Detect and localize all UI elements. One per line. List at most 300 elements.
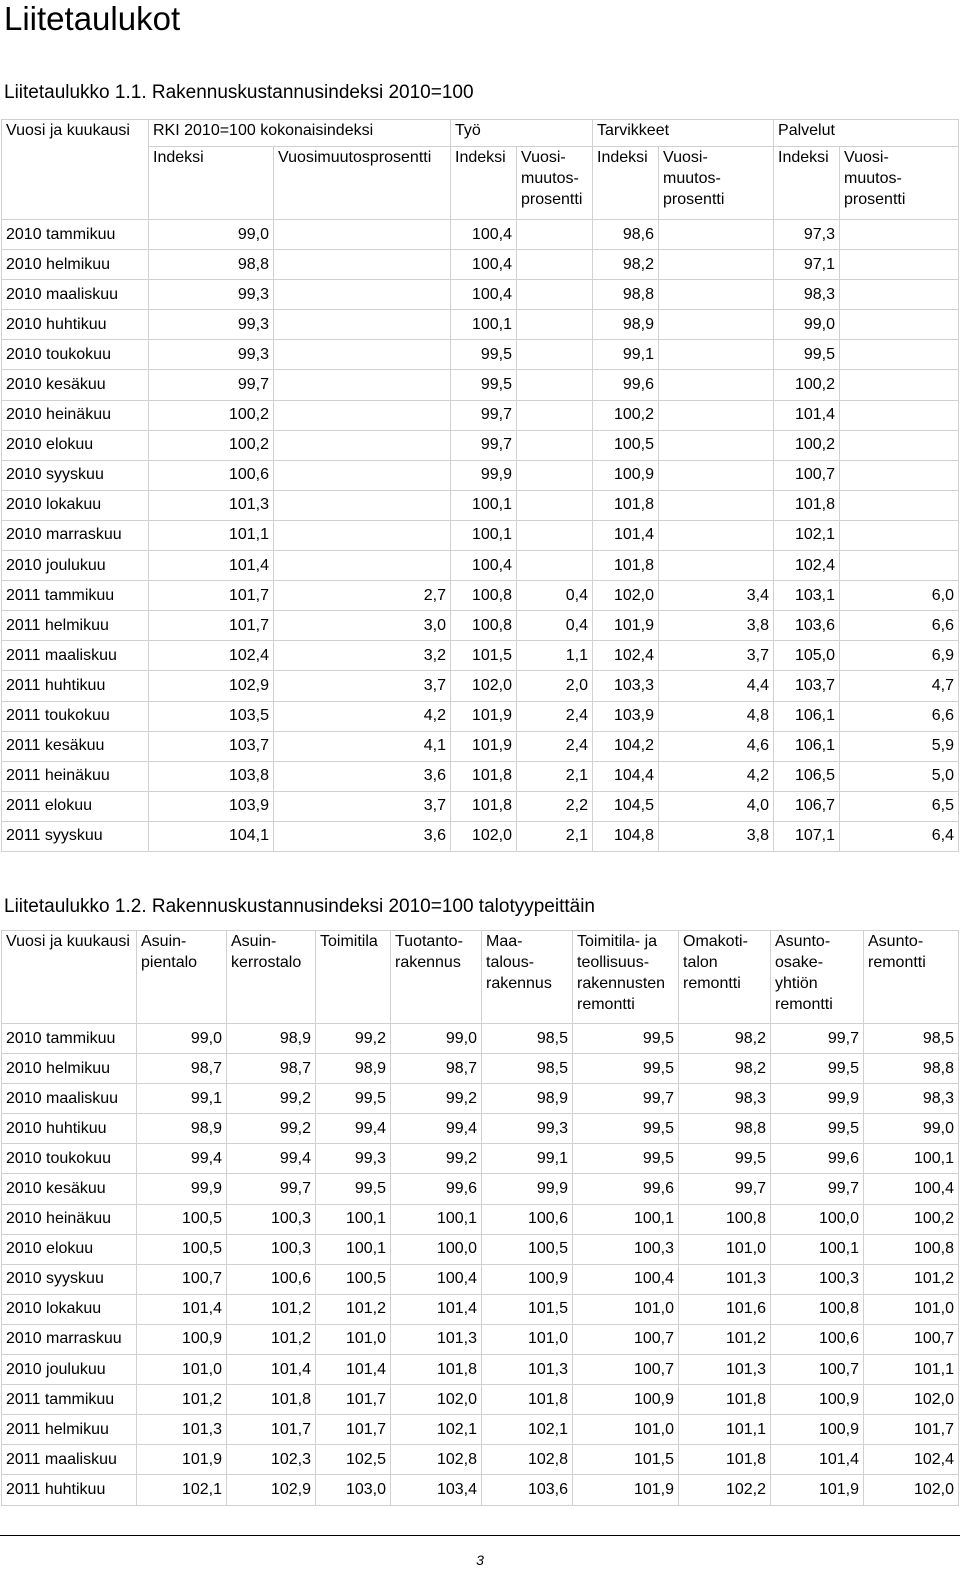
- data-cell: 101,4: [137, 1294, 227, 1324]
- data-cell: 99,2: [227, 1084, 316, 1114]
- data-cell: 101,7: [864, 1415, 959, 1445]
- row-label: 2011 syyskuu: [2, 821, 149, 851]
- data-cell: 102,5: [316, 1445, 391, 1475]
- data-cell: 104,1: [149, 821, 274, 851]
- data-cell: 101,9: [573, 1475, 679, 1505]
- data-cell: 100,9: [771, 1415, 864, 1445]
- table-row: [2, 1144, 959, 1174]
- data-cell: 101,5: [482, 1294, 573, 1324]
- data-cell: 100,2: [149, 430, 274, 460]
- data-cell: 102,0: [864, 1385, 959, 1415]
- row-label: 2010 maaliskuu: [2, 1084, 137, 1114]
- t1-sub-header: Vuosimuutosprosentti: [274, 147, 451, 220]
- data-cell: 100,4: [864, 1174, 959, 1204]
- table-row: [2, 1475, 959, 1505]
- row-label: 2011 tammikuu: [2, 581, 149, 611]
- data-cell: [274, 370, 451, 400]
- data-cell: 99,7: [227, 1174, 316, 1204]
- row-label: 2010 huhtikuu: [2, 310, 149, 340]
- data-cell: 100,4: [451, 250, 517, 280]
- data-cell: 101,1: [679, 1415, 771, 1445]
- data-cell: 101,1: [864, 1355, 959, 1385]
- data-cell: 99,3: [482, 1114, 573, 1144]
- data-cell: 100,5: [137, 1234, 227, 1264]
- row-label: 2010 kesäkuu: [2, 370, 149, 400]
- data-cell: 100,4: [451, 220, 517, 250]
- data-cell: 100,4: [391, 1264, 482, 1294]
- data-cell: [840, 370, 959, 400]
- data-cell: 101,4: [593, 520, 659, 550]
- data-cell: [517, 220, 593, 250]
- data-cell: [517, 520, 593, 550]
- data-cell: 101,7: [316, 1385, 391, 1415]
- table-row: [2, 220, 959, 250]
- row-label: 2010 marraskuu: [2, 1324, 137, 1354]
- table-row: [2, 1084, 959, 1114]
- data-cell: 100,8: [679, 1204, 771, 1234]
- data-cell: 101,8: [679, 1385, 771, 1415]
- data-cell: [517, 280, 593, 310]
- data-cell: 101,8: [774, 490, 840, 520]
- data-cell: 102,8: [482, 1445, 573, 1475]
- data-cell: 101,7: [227, 1415, 316, 1445]
- data-cell: 100,7: [573, 1355, 679, 1385]
- row-label: 2010 maaliskuu: [2, 280, 149, 310]
- data-cell: [274, 520, 451, 550]
- data-cell: 99,0: [149, 220, 274, 250]
- data-cell: 97,3: [774, 220, 840, 250]
- data-cell: 100,6: [227, 1264, 316, 1294]
- data-cell: 102,4: [149, 641, 274, 671]
- data-cell: 100,5: [316, 1264, 391, 1294]
- data-cell: 6,4: [840, 821, 959, 851]
- data-cell: 98,3: [774, 280, 840, 310]
- data-cell: 101,2: [679, 1324, 771, 1354]
- data-cell: 100,4: [573, 1264, 679, 1294]
- data-cell: [274, 400, 451, 430]
- table-row: [2, 821, 959, 851]
- data-cell: [840, 250, 959, 280]
- data-cell: 106,1: [774, 731, 840, 761]
- data-cell: 99,6: [391, 1174, 482, 1204]
- data-cell: 100,2: [593, 400, 659, 430]
- data-cell: 104,4: [593, 761, 659, 791]
- data-cell: 102,4: [864, 1445, 959, 1475]
- data-cell: [274, 310, 451, 340]
- data-cell: 101,0: [137, 1355, 227, 1385]
- data-cell: 103,1: [774, 581, 840, 611]
- data-cell: [517, 460, 593, 490]
- data-cell: 103,7: [149, 731, 274, 761]
- data-cell: 99,6: [593, 370, 659, 400]
- data-cell: 102,1: [482, 1415, 573, 1445]
- data-cell: 101,5: [451, 641, 517, 671]
- data-cell: 99,5: [774, 340, 840, 370]
- data-cell: 99,5: [451, 340, 517, 370]
- table-row: [2, 791, 959, 821]
- t1-sub-header: Indeksi: [774, 147, 840, 220]
- data-cell: 102,0: [451, 821, 517, 851]
- data-cell: 98,9: [593, 310, 659, 340]
- data-cell: [840, 551, 959, 581]
- table-row: [2, 611, 959, 641]
- data-cell: 3,6: [274, 761, 451, 791]
- page-title: Liitetaulukot: [4, 0, 181, 37]
- table-row: [2, 1114, 959, 1144]
- table-row: [2, 1294, 959, 1324]
- data-cell: 99,7: [451, 400, 517, 430]
- data-cell: 2,4: [517, 731, 593, 761]
- data-cell: 5,0: [840, 761, 959, 791]
- data-cell: 100,8: [451, 611, 517, 641]
- data-cell: 101,9: [137, 1445, 227, 1475]
- data-cell: 103,3: [593, 671, 659, 701]
- data-cell: [274, 250, 451, 280]
- data-cell: 98,7: [137, 1054, 227, 1084]
- data-cell: 99,5: [573, 1114, 679, 1144]
- data-cell: 101,2: [864, 1264, 959, 1294]
- t1-sub-header: Indeksi: [451, 147, 517, 220]
- data-cell: 102,1: [137, 1475, 227, 1505]
- data-cell: 102,4: [593, 641, 659, 671]
- data-cell: 99,4: [316, 1114, 391, 1144]
- data-cell: 101,8: [593, 551, 659, 581]
- footer-divider: [0, 1535, 960, 1536]
- data-cell: 101,8: [227, 1385, 316, 1415]
- t2-header: Asuin- kerrostalo: [227, 931, 316, 1024]
- row-label: 2011 tammikuu: [2, 1385, 137, 1415]
- data-cell: 100,9: [137, 1324, 227, 1354]
- t1-sub-header: Indeksi: [593, 147, 659, 220]
- data-cell: 98,2: [679, 1054, 771, 1084]
- data-cell: 101,0: [573, 1415, 679, 1445]
- data-cell: [274, 430, 451, 460]
- data-cell: 101,7: [149, 581, 274, 611]
- data-cell: 101,0: [864, 1294, 959, 1324]
- data-cell: 103,4: [391, 1475, 482, 1505]
- table-row: [2, 430, 959, 460]
- table-row: [2, 1415, 959, 1445]
- data-cell: 103,6: [482, 1475, 573, 1505]
- data-cell: [659, 490, 774, 520]
- table-row: [2, 460, 959, 490]
- data-cell: 99,2: [227, 1114, 316, 1144]
- data-cell: 99,7: [573, 1084, 679, 1114]
- data-cell: 100,9: [593, 460, 659, 490]
- data-cell: 100,0: [771, 1204, 864, 1234]
- data-cell: 101,4: [149, 551, 274, 581]
- data-cell: 99,5: [316, 1084, 391, 1114]
- data-cell: 3,7: [274, 791, 451, 821]
- row-label: 2010 toukokuu: [2, 340, 149, 370]
- data-cell: 102,2: [679, 1475, 771, 1505]
- data-cell: 99,9: [771, 1084, 864, 1114]
- data-cell: 99,4: [227, 1144, 316, 1174]
- table-row: [2, 641, 959, 671]
- row-label: 2011 huhtikuu: [2, 671, 149, 701]
- data-cell: 100,7: [864, 1324, 959, 1354]
- table-row: [2, 1204, 959, 1234]
- data-cell: 101,3: [149, 490, 274, 520]
- table1-body: [2, 220, 959, 852]
- data-cell: 101,9: [451, 731, 517, 761]
- data-cell: 101,8: [391, 1355, 482, 1385]
- data-cell: 98,9: [316, 1054, 391, 1084]
- row-label: 2010 syyskuu: [2, 460, 149, 490]
- data-cell: [274, 460, 451, 490]
- data-cell: 99,7: [771, 1024, 864, 1054]
- data-cell: 101,9: [771, 1475, 864, 1505]
- table2-body: [2, 1024, 959, 1506]
- data-cell: 101,8: [679, 1445, 771, 1475]
- data-cell: [274, 280, 451, 310]
- data-cell: 3,4: [659, 581, 774, 611]
- row-label: 2011 maaliskuu: [2, 641, 149, 671]
- data-cell: 101,0: [482, 1324, 573, 1354]
- data-cell: 106,7: [774, 791, 840, 821]
- data-cell: 101,0: [316, 1324, 391, 1354]
- data-cell: 100,3: [771, 1264, 864, 1294]
- data-cell: 101,4: [391, 1294, 482, 1324]
- data-cell: 4,7: [840, 671, 959, 701]
- table-row: [2, 1445, 959, 1475]
- data-cell: 99,6: [771, 1144, 864, 1174]
- data-cell: [517, 551, 593, 581]
- data-cell: 3,6: [274, 821, 451, 851]
- data-cell: 99,9: [482, 1174, 573, 1204]
- data-cell: [659, 280, 774, 310]
- data-cell: 99,5: [451, 370, 517, 400]
- data-cell: [659, 430, 774, 460]
- data-cell: 103,0: [316, 1475, 391, 1505]
- data-cell: 100,9: [482, 1264, 573, 1294]
- data-cell: 99,5: [573, 1024, 679, 1054]
- data-cell: 98,7: [391, 1054, 482, 1084]
- data-cell: 100,2: [774, 430, 840, 460]
- data-cell: 2,0: [517, 671, 593, 701]
- data-cell: 105,0: [774, 641, 840, 671]
- row-label: 2010 lokakuu: [2, 490, 149, 520]
- data-cell: 101,2: [227, 1294, 316, 1324]
- data-cell: 4,0: [659, 791, 774, 821]
- data-cell: [840, 400, 959, 430]
- data-cell: 99,3: [149, 340, 274, 370]
- row-label: 2011 kesäkuu: [2, 731, 149, 761]
- t1-header-period: Vuosi ja kuukausi: [2, 120, 149, 220]
- data-cell: 4,8: [659, 701, 774, 731]
- data-cell: 101,3: [679, 1355, 771, 1385]
- data-cell: 99,2: [391, 1084, 482, 1114]
- data-cell: 104,5: [593, 791, 659, 821]
- data-cell: 100,1: [573, 1204, 679, 1234]
- data-cell: 100,1: [316, 1204, 391, 1234]
- data-cell: 102,0: [391, 1385, 482, 1415]
- t2-header-period: Vuosi ja kuukausi: [2, 931, 137, 1024]
- data-cell: 99,0: [391, 1024, 482, 1054]
- data-cell: [659, 460, 774, 490]
- data-cell: 99,1: [593, 340, 659, 370]
- data-cell: 1,1: [517, 641, 593, 671]
- data-cell: 2,1: [517, 821, 593, 851]
- data-cell: 99,3: [149, 310, 274, 340]
- data-cell: 99,7: [679, 1174, 771, 1204]
- data-cell: 102,4: [774, 551, 840, 581]
- data-cell: 103,7: [774, 671, 840, 701]
- table-row: [2, 400, 959, 430]
- data-cell: 99,0: [864, 1114, 959, 1144]
- data-cell: 6,6: [840, 701, 959, 731]
- table-row: [2, 731, 959, 761]
- data-cell: 103,9: [149, 791, 274, 821]
- data-cell: 102,9: [227, 1475, 316, 1505]
- data-cell: 3,7: [659, 641, 774, 671]
- data-cell: 99,2: [316, 1024, 391, 1054]
- table2-title: Liitetaulukko 1.2. Rakennuskustannusindeksi 2010=100 talotyypeittäin: [4, 896, 595, 917]
- data-cell: 101,1: [149, 520, 274, 550]
- data-cell: 98,9: [482, 1084, 573, 1114]
- data-cell: 98,8: [864, 1054, 959, 1084]
- t2-header: Omakoti- talon remontti: [679, 931, 771, 1024]
- data-cell: 100,0: [391, 1234, 482, 1264]
- data-cell: 99,5: [573, 1054, 679, 1084]
- data-cell: 101,3: [482, 1355, 573, 1385]
- data-cell: 98,9: [137, 1114, 227, 1144]
- data-cell: 4,6: [659, 731, 774, 761]
- row-label: 2011 maaliskuu: [2, 1445, 137, 1475]
- data-cell: 100,2: [864, 1204, 959, 1234]
- table-row: [2, 1385, 959, 1415]
- data-cell: [517, 340, 593, 370]
- data-cell: [517, 490, 593, 520]
- row-label: 2010 heinäkuu: [2, 1204, 137, 1234]
- data-cell: [659, 250, 774, 280]
- data-cell: [840, 520, 959, 550]
- data-cell: 100,7: [137, 1264, 227, 1294]
- data-cell: 102,1: [774, 520, 840, 550]
- data-cell: 98,3: [864, 1084, 959, 1114]
- data-cell: 101,8: [451, 791, 517, 821]
- data-cell: 99,9: [137, 1174, 227, 1204]
- data-cell: 101,2: [316, 1294, 391, 1324]
- data-cell: 100,2: [149, 400, 274, 430]
- t2-header: Tuotanto- rakennus: [391, 931, 482, 1024]
- t2-header: Maa- talous- rakennus: [482, 931, 573, 1024]
- table-row: [2, 701, 959, 731]
- data-cell: 102,8: [391, 1445, 482, 1475]
- data-cell: [517, 370, 593, 400]
- data-cell: 6,9: [840, 641, 959, 671]
- data-cell: 102,3: [227, 1445, 316, 1475]
- data-cell: [840, 220, 959, 250]
- data-cell: [517, 310, 593, 340]
- data-cell: 106,1: [774, 701, 840, 731]
- data-cell: 98,2: [593, 250, 659, 280]
- table1-title: Liitetaulukko 1.1. Rakennuskustannusindeksi 2010=100: [4, 82, 474, 103]
- t1-sub-header: Indeksi: [149, 147, 274, 220]
- data-cell: 101,3: [679, 1264, 771, 1294]
- data-cell: 98,7: [227, 1054, 316, 1084]
- data-cell: 102,0: [593, 581, 659, 611]
- data-cell: 100,5: [593, 430, 659, 460]
- data-cell: 99,7: [451, 430, 517, 460]
- data-cell: 98,3: [679, 1084, 771, 1114]
- data-cell: 99,1: [137, 1084, 227, 1114]
- data-cell: [274, 340, 451, 370]
- data-cell: 99,5: [316, 1174, 391, 1204]
- data-cell: 100,8: [771, 1294, 864, 1324]
- data-cell: [517, 250, 593, 280]
- row-label: 2011 helmikuu: [2, 611, 149, 641]
- data-cell: [840, 430, 959, 460]
- table-row: [2, 1174, 959, 1204]
- data-cell: [659, 340, 774, 370]
- data-cell: 97,1: [774, 250, 840, 280]
- data-cell: 100,1: [451, 490, 517, 520]
- data-cell: [840, 310, 959, 340]
- row-label: 2010 tammikuu: [2, 1024, 137, 1054]
- data-cell: 98,6: [593, 220, 659, 250]
- data-cell: 99,5: [771, 1114, 864, 1144]
- table-row: [2, 1024, 959, 1054]
- data-cell: 2,1: [517, 761, 593, 791]
- data-cell: 99,3: [149, 280, 274, 310]
- t2-header: Asunto- remontti: [864, 931, 959, 1024]
- data-cell: [659, 220, 774, 250]
- data-cell: [840, 460, 959, 490]
- data-cell: 99,4: [137, 1144, 227, 1174]
- data-cell: 101,0: [679, 1234, 771, 1264]
- data-cell: [840, 340, 959, 370]
- row-label: 2010 kesäkuu: [2, 1174, 137, 1204]
- row-label: 2010 huhtikuu: [2, 1114, 137, 1144]
- table-row: [2, 520, 959, 550]
- data-cell: 3,2: [274, 641, 451, 671]
- data-cell: 101,3: [137, 1415, 227, 1445]
- data-cell: 103,5: [149, 701, 274, 731]
- data-cell: 101,3: [391, 1324, 482, 1354]
- table-row: [2, 1264, 959, 1294]
- data-cell: 99,2: [391, 1144, 482, 1174]
- data-cell: 100,1: [391, 1204, 482, 1234]
- table-row: [2, 1054, 959, 1084]
- table-row: [2, 490, 959, 520]
- t1-sub-header: Vuosi- muutos- prosentti: [517, 147, 593, 220]
- table-row: [2, 761, 959, 791]
- data-cell: 100,6: [771, 1324, 864, 1354]
- row-label: 2011 huhtikuu: [2, 1475, 137, 1505]
- data-cell: 98,2: [679, 1024, 771, 1054]
- data-cell: 6,5: [840, 791, 959, 821]
- data-cell: 98,5: [482, 1054, 573, 1084]
- data-cell: [659, 310, 774, 340]
- data-cell: 102,9: [149, 671, 274, 701]
- data-cell: 100,6: [149, 460, 274, 490]
- data-cell: 101,4: [316, 1355, 391, 1385]
- data-cell: 100,4: [451, 280, 517, 310]
- row-label: 2010 elokuu: [2, 1234, 137, 1264]
- data-cell: [659, 400, 774, 430]
- row-label: 2010 tammikuu: [2, 220, 149, 250]
- table2: [1, 930, 959, 1506]
- table-row: [2, 370, 959, 400]
- data-cell: 100,1: [451, 310, 517, 340]
- row-label: 2010 helmikuu: [2, 250, 149, 280]
- table-row: [2, 310, 959, 340]
- table-row: [2, 581, 959, 611]
- data-cell: 6,6: [840, 611, 959, 641]
- t1-header-tarvikkeet: Tarvikkeet: [593, 120, 774, 147]
- row-label: 2011 heinäkuu: [2, 761, 149, 791]
